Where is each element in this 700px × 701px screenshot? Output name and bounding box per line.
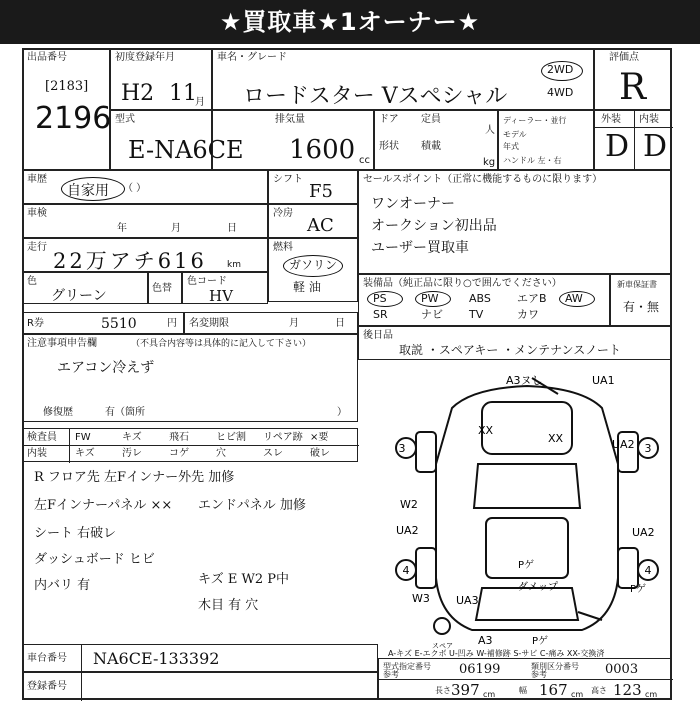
cooling-label: 冷房 xyxy=(273,208,293,219)
height-label: 高さ xyxy=(591,686,607,695)
diagram-ua2-top: UA2 xyxy=(612,438,635,451)
recycle-cell xyxy=(22,312,184,334)
damage-legend: A-キズ E-エクボ U-凹み W-補修跡 S-サビ C-痛み XX-交換済 xyxy=(388,649,605,658)
load-unit: kg xyxy=(483,157,496,168)
ext-score: D xyxy=(605,129,630,164)
repair-close: ） xyxy=(337,407,347,418)
car-cabin xyxy=(474,464,580,508)
diagram-xx-2: XX xyxy=(548,432,564,445)
equipment-circle xyxy=(559,291,595,307)
options-cell xyxy=(358,326,672,360)
mileage-value: 22万アチ616 xyxy=(53,249,207,273)
width-value: 167 xyxy=(539,681,568,699)
diagram-spare: スペア xyxy=(432,642,453,650)
notes-sub: （不具合内容等は具体的に記入して下さい） xyxy=(131,339,312,349)
width-label: 幅 xyxy=(519,686,527,695)
score-overall: R xyxy=(619,67,647,108)
name-change-label: 名変期限 xyxy=(189,318,229,329)
diagram-ua2-left: UA2 xyxy=(396,524,419,537)
equipment-item: TV xyxy=(469,308,484,321)
displacement-value: 1600 xyxy=(289,135,356,165)
dealer-cell xyxy=(498,110,594,170)
class-label: 類別区分番号 xyxy=(531,662,579,671)
wheel-fl xyxy=(416,432,436,472)
dealer-year-label: 年式 xyxy=(503,142,519,151)
diagram-w3: W3 xyxy=(412,592,430,605)
length-label: 長さ xyxy=(435,686,451,695)
color-cell xyxy=(22,272,148,304)
shift-cell xyxy=(268,170,358,204)
model-value: E-NA6CE xyxy=(128,136,244,164)
load-label: 積載 xyxy=(421,141,441,152)
diagram-ua3: UA3 xyxy=(456,594,479,607)
notes-cell xyxy=(22,334,358,422)
score-cell xyxy=(594,48,672,110)
inspector-item: ×要 xyxy=(310,432,329,443)
height-value: 123 xyxy=(613,681,642,699)
history-cell xyxy=(22,170,268,204)
type-value: 06199 xyxy=(459,662,501,677)
inspector-item: 飛石 xyxy=(169,432,189,443)
int-score: D xyxy=(643,129,668,164)
diagram-pugy-1: Pゲ xyxy=(518,560,535,571)
fuel-cell xyxy=(268,238,358,302)
history-paren: （ ） xyxy=(123,183,147,194)
color-change-cell xyxy=(148,272,182,304)
remark-line6: 木目 有 穴 xyxy=(198,598,259,613)
shift-value: F5 xyxy=(309,181,333,202)
equipment-cell xyxy=(358,274,610,326)
reg-month: 11 xyxy=(169,81,197,106)
fuel-gasoline: ガソリン xyxy=(289,258,338,272)
class-ref: 参考 xyxy=(531,670,547,679)
height-unit: cm xyxy=(645,690,658,699)
equipment-circle xyxy=(367,291,403,307)
name-change-cell xyxy=(184,312,358,334)
inspection-year: 年 xyxy=(117,223,127,234)
inspector-label: 検査員 xyxy=(27,432,57,443)
interior-label: 内装 xyxy=(27,448,47,459)
recycle-unit: 円 xyxy=(167,318,177,329)
inspector-item: FW xyxy=(75,432,91,443)
remark-line5b: キズ E W2 P中 xyxy=(198,572,290,587)
equipment-item: カワ xyxy=(517,308,539,321)
inspector-item: キズ xyxy=(75,448,95,459)
warranty-value: 有・無 xyxy=(623,300,660,314)
inspection-month: 月 xyxy=(171,223,181,234)
repair-label: 修復歴 xyxy=(43,407,73,418)
diagram-ua2-right: UA2 xyxy=(632,526,655,539)
dealer-model-label: モデル xyxy=(503,130,527,139)
type-label: 型式指定番号 xyxy=(383,662,431,671)
mileage-label: 走行 xyxy=(27,242,47,253)
registration-label: 登録番号 xyxy=(27,681,67,692)
handle-label: ハンドル 左・右 xyxy=(503,156,562,165)
wheel-rr xyxy=(618,548,638,588)
sales-cell xyxy=(358,170,672,274)
class-value: 0003 xyxy=(605,662,639,677)
tire-rr-label: 4 xyxy=(644,564,652,577)
reg-month-unit: 月 xyxy=(195,97,205,108)
repair-value: 有（箇所 xyxy=(105,407,145,418)
notes-label: 注意事項申告欄 xyxy=(27,338,97,349)
int-label: 内装 xyxy=(639,114,659,125)
inspector-item: スレ xyxy=(263,448,283,459)
inspector-cell xyxy=(22,428,358,462)
inspection-cell xyxy=(22,204,268,238)
equipment-item: AW xyxy=(565,292,583,305)
diagram-ua1: UA1 xyxy=(592,374,615,387)
page-title: ★買取車★1オーナー★ xyxy=(0,0,700,44)
car-name: ロードスター Vスペシャル xyxy=(243,84,508,109)
lot-number: 2196 xyxy=(35,101,112,136)
score-label: 評価点 xyxy=(609,52,639,63)
displacement-cell xyxy=(212,110,374,170)
equipment-label: 装備品（純正品に限り○で囲んでください） xyxy=(363,278,562,289)
length-unit: cm xyxy=(483,690,496,699)
history-value: 自家用 xyxy=(67,183,109,199)
notes-value: エアコン冷えず xyxy=(57,360,155,376)
warranty-cell xyxy=(610,274,672,326)
remark-line2: 左Fインナーパネル ×× xyxy=(34,498,173,513)
equipment-item: ABS xyxy=(469,292,491,305)
diagram-a3: A3 xyxy=(478,634,493,647)
remark-line5: 内バリ 有 xyxy=(34,578,91,593)
reg-era: H2 xyxy=(121,81,155,106)
displacement-unit: cc xyxy=(359,155,370,166)
color-change-label: 色替 xyxy=(152,283,172,294)
reg-label: 初度登録年月 xyxy=(115,52,175,63)
remark-line3: シート 右破レ xyxy=(34,526,117,541)
car-hood xyxy=(482,402,572,454)
sales-line1: ワンオーナー xyxy=(371,196,455,212)
ext-int-cell xyxy=(594,110,672,170)
reg-cell xyxy=(110,48,212,110)
spec-cell xyxy=(378,658,672,700)
drive-4wd: 4WD xyxy=(547,86,574,99)
chassis-value: NA6CE-133392 xyxy=(93,649,220,668)
tire-fr-label: 3 xyxy=(644,442,652,455)
equipment-item: PW xyxy=(421,292,439,305)
width-unit: cm xyxy=(571,690,584,699)
mileage-cell xyxy=(22,238,268,272)
color-value: グリーン xyxy=(51,288,107,304)
sales-label: セールスポイント（正常に機能するものに限ります） xyxy=(363,174,603,185)
car-cell xyxy=(212,48,594,110)
drive-2wd: 2WD xyxy=(547,63,574,76)
remark-line4: ダッシュボード ヒビ xyxy=(34,552,155,567)
diagram-pugy-3: Pゲ xyxy=(630,584,647,595)
sales-line2: オークション初出品 xyxy=(371,218,497,234)
inspection-sheet xyxy=(22,48,672,698)
inspector-item: リペア跡 xyxy=(263,432,303,443)
diagram-dents: ダメップ xyxy=(518,582,558,593)
registration-cell xyxy=(22,672,378,700)
model-label: 型式 xyxy=(115,114,135,125)
color-label: 色 xyxy=(27,276,37,287)
mileage-unit: km xyxy=(227,260,241,270)
fuel-diesel: 軽 油 xyxy=(293,280,321,294)
name-change-month: 月 xyxy=(289,318,299,329)
color-code-cell xyxy=(182,272,268,304)
recycle-label: R券 xyxy=(27,318,44,329)
equipment-item: ナビ xyxy=(421,308,443,321)
equipment-circle xyxy=(415,291,451,307)
shape-label: 形状 xyxy=(379,141,399,152)
remark-line2b: エンドパネル 加修 xyxy=(198,498,306,513)
spare-tire-circle xyxy=(434,618,450,634)
length-value: 397 xyxy=(451,681,480,699)
inspector-item: 破レ xyxy=(310,448,330,459)
dents-leader xyxy=(578,612,602,620)
door-label: ドア xyxy=(379,114,399,125)
tire-fl-label: 3 xyxy=(398,442,406,455)
car-label: 車名・グレード xyxy=(217,52,287,63)
diagram-xx-1: XX xyxy=(478,424,494,437)
diagram-a3u: A3ヌし xyxy=(506,374,543,387)
name-change-day: 日 xyxy=(335,318,345,329)
remark-line1: R フロア先 左Fインナー外先 加修 xyxy=(34,470,235,485)
door-cell xyxy=(374,110,498,170)
color-code: HV xyxy=(209,287,233,305)
lot-label: 出品番号 xyxy=(27,52,67,63)
tire-rl-label: 4 xyxy=(402,564,410,577)
inspector-item: キズ xyxy=(122,432,142,443)
options-label: 後日品 xyxy=(363,330,393,341)
capacity-unit: 人 xyxy=(485,125,495,136)
equipment-item: PS xyxy=(373,292,387,305)
wheel-rl xyxy=(416,548,436,588)
shift-label: シフト xyxy=(273,174,303,185)
inspector-item: ヒビ割 xyxy=(216,432,246,443)
displacement-label: 排気量 xyxy=(275,114,305,125)
inspector-item: 汚レ xyxy=(122,448,142,459)
equipment-item: SR xyxy=(373,308,388,321)
diagram-w2: W2 xyxy=(400,498,418,511)
inspector-item: コゲ xyxy=(169,448,189,459)
lot-cell xyxy=(22,48,110,170)
equipment-item: エアB xyxy=(517,292,547,305)
history-label: 車歴 xyxy=(27,174,47,185)
lot-subnumber: [2183] xyxy=(45,79,89,94)
capacity-label: 定員 xyxy=(421,114,441,125)
recycle-value: 5510 xyxy=(101,316,137,332)
options-value: 取説 ・スペアキー ・メンテナンスノート xyxy=(399,343,621,357)
warranty-label: 新車保証書 xyxy=(617,280,657,289)
ext-label: 外装 xyxy=(601,114,621,125)
car-damage-diagram xyxy=(382,368,672,650)
inspection-day: 日 xyxy=(227,223,237,234)
inspection-label: 車検 xyxy=(27,208,47,219)
chassis-cell xyxy=(22,644,378,672)
cooling-cell xyxy=(268,204,358,238)
dealer-label: ディーラー・並行 xyxy=(503,116,567,125)
fuel-label: 燃料 xyxy=(273,242,293,253)
chassis-label: 車台番号 xyxy=(27,653,67,664)
inspector-item: 穴 xyxy=(216,448,226,459)
diagram-pugy-2: Pゲ xyxy=(532,636,549,647)
type-ref: 参考 xyxy=(383,670,399,679)
sales-line3: ユーザー買取車 xyxy=(371,240,469,256)
cooling-value: AC xyxy=(307,215,334,236)
color-code-label: 色コード xyxy=(187,276,227,287)
